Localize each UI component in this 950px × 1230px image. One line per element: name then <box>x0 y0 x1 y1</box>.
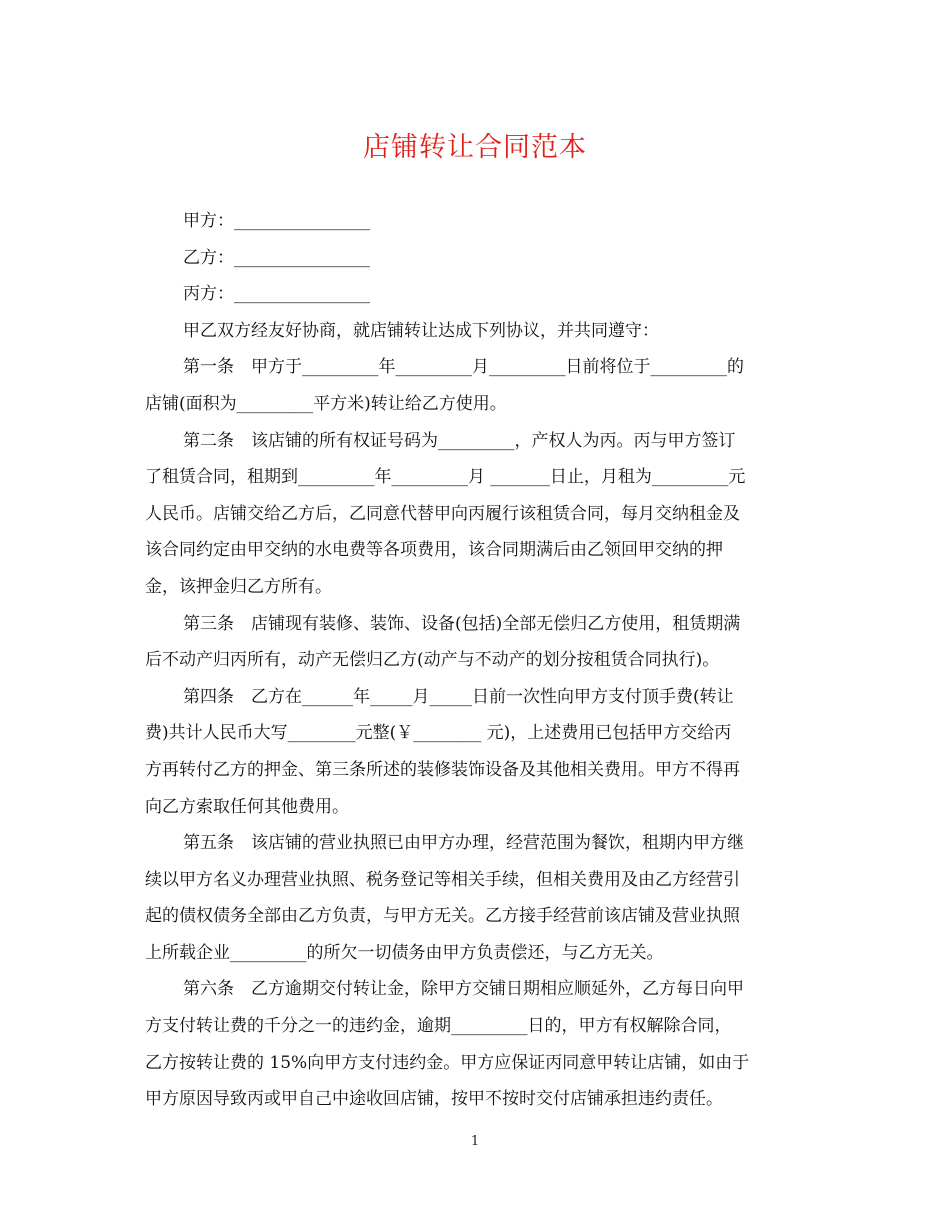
document-title: 店铺转让合同范本 <box>363 132 587 163</box>
text-line: 乙方按转让费的 15%向甲方支付违约金。甲方应保证丙同意甲转让店铺，如由于 <box>145 1052 750 1073</box>
text-line: 店铺(面积为_________平方米)转让给乙方使用。 <box>145 393 507 414</box>
text-line: 甲乙双方经友好协商，就店铺转让达成下列协议，并共同遵守： <box>183 320 659 341</box>
text-line: 第五条 该店铺的营业执照已由甲方办理，经营范围为餐饮，租期内甲方继 <box>183 833 744 854</box>
text-line: 后不动产归丙所有，动产无偿归乙方(动产与不动产的划分按租赁合同执行)。 <box>145 650 720 671</box>
text-line: 第二条 该店铺的所有权证号码为_________，产权人为丙。丙与甲方签订 <box>183 430 736 451</box>
text-line: 了租赁合同，租期到_________年_________月 _______日止，月租为_________元 <box>145 467 746 488</box>
text-line: 第三条 店铺现有装修、装饰、设备(包括)全部无偿归乙方使用，租赁期满 <box>183 613 741 634</box>
text-line: 甲方：________________ <box>183 211 370 231</box>
text-line: 第四条 乙方在______年_____月_____日前一次性向甲方支付顶手费(转让 <box>183 686 734 707</box>
text-line: 甲方原因导致丙或甲自己中途收回店铺，按甲不按时交付店铺承担违约责任。 <box>145 1089 723 1110</box>
text-line: 丙方：________________ <box>183 284 370 305</box>
text-line: 起的债权债务全部由乙方负责，与甲方无关。乙方接手经营前该店铺及营业执照 <box>145 906 740 927</box>
text-line: 金，该押金归乙方所有。 <box>145 576 332 597</box>
text-line: 人民币。店铺交给乙方后，乙同意代替甲向丙履行该租赁合同，每月交纳租金及 <box>145 503 740 524</box>
contract-body <box>145 203 800 1118</box>
text-line: 费)共计人民币大写________元整(￥________ 元)，上述费用已包括甲方交给丙 <box>145 723 732 744</box>
text-line: 方再转付乙方的押金、第三条所述的装修装饰设备及其他相关费用。甲方不得再 <box>145 759 740 780</box>
text-line: 乙方：________________ <box>183 247 370 268</box>
text-line: 方支付转让费的千分之一的违约金，逾期_________日的，甲方有权解除合同， <box>145 1016 732 1037</box>
text-line: 向乙方索取任何其他费用。 <box>145 796 349 817</box>
text-line: 续以甲方名义办理营业执照、税务登记等相关手续，但相关费用及由乙方经营引 <box>145 869 740 890</box>
text-line: 上所载企业_________的所欠一切债务由甲方负责偿还，与乙方无关。 <box>145 942 664 963</box>
text-line: 该合同约定由甲交纳的水电费等各项费用，该合同期满后由乙领回甲交纳的押 <box>145 540 723 561</box>
page-number: 1 <box>470 1134 480 1149</box>
text-line: 第六条 乙方逾期交付转让金，除甲方交铺日期相应顺延外，乙方每日向甲 <box>183 979 744 1000</box>
text-line: 第一条 甲方于_________年_________月_________日前将位于_________的 <box>183 357 744 378</box>
